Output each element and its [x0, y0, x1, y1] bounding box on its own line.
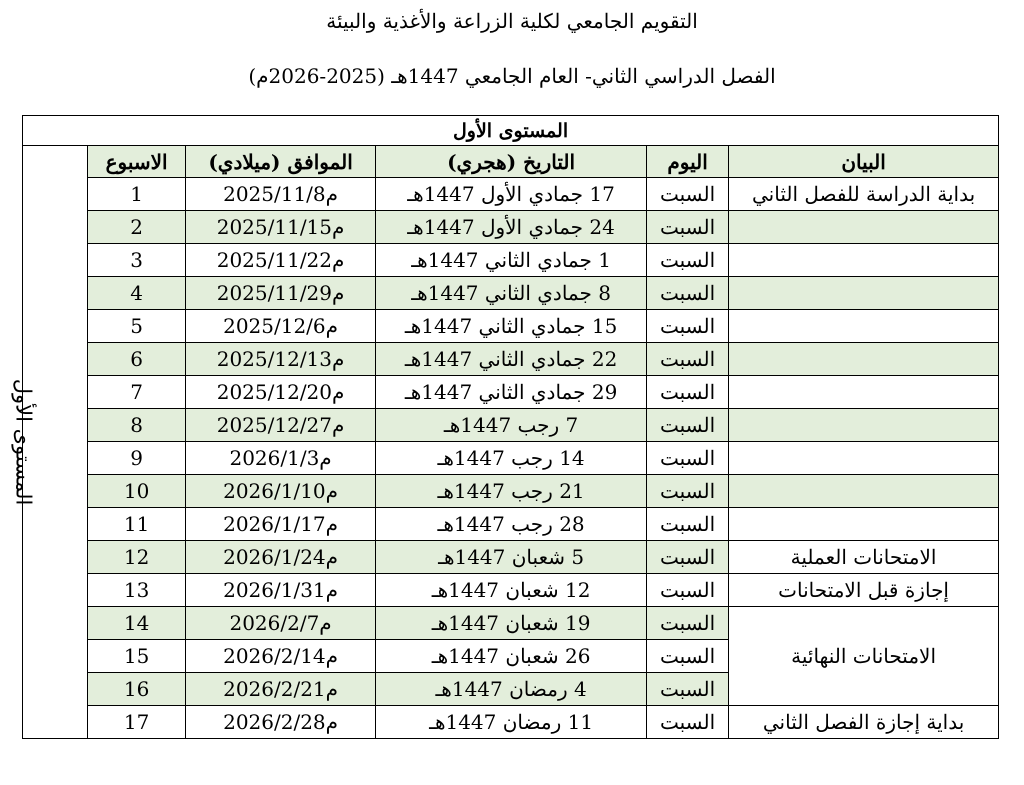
row-week-number: 7	[88, 376, 186, 409]
row-day: السبت	[647, 508, 729, 541]
column-header-row	[23, 146, 999, 178]
row-week-number: 16	[88, 673, 186, 706]
row-day: السبت	[647, 310, 729, 343]
table-row	[23, 574, 999, 607]
row-description: الامتحانات العملية	[729, 541, 999, 574]
row-description	[729, 442, 999, 475]
table-row	[23, 244, 999, 277]
row-hijri-date: 8 جمادي الثاني 1447هـ	[376, 277, 647, 310]
row-gregorian-date: 2026/1/31م	[186, 574, 376, 607]
row-hijri-date: 22 جمادي الثاني 1447هـ	[376, 343, 647, 376]
table-row	[23, 508, 999, 541]
column-header-gregorian: الموافق (ميلادي)	[186, 146, 376, 178]
table-row	[23, 706, 999, 739]
row-week-number: 2	[88, 211, 186, 244]
table-row	[23, 541, 999, 574]
table-row	[23, 310, 999, 343]
row-gregorian-date: 2025/11/29م	[186, 277, 376, 310]
row-description: بداية الدراسة للفصل الثاني	[729, 178, 999, 211]
row-week-number: 5	[88, 310, 186, 343]
table-row	[23, 178, 999, 211]
row-week-number: 13	[88, 574, 186, 607]
row-description: بداية إجازة الفصل الثاني	[729, 706, 999, 739]
row-hijri-date: 5 شعبان 1447هـ	[376, 541, 647, 574]
level-side-label-cell	[11, 146, 88, 739]
row-week-number: 12	[88, 541, 186, 574]
table-row	[23, 211, 999, 244]
row-gregorian-date: 2025/12/20م	[186, 376, 376, 409]
row-week-number: 4	[88, 277, 186, 310]
row-day: السبت	[647, 607, 729, 640]
row-gregorian-date: 2025/11/8م	[186, 178, 376, 211]
row-description	[729, 376, 999, 409]
row-day: السبت	[647, 541, 729, 574]
row-week-number: 10	[88, 475, 186, 508]
row-hijri-date: 24 جمادي الأول 1447هـ	[376, 211, 647, 244]
row-day: السبت	[647, 475, 729, 508]
row-hijri-date: 17 جمادي الأول 1447هـ	[376, 178, 647, 211]
row-hijri-date: 1 جمادي الثاني 1447هـ	[376, 244, 647, 277]
row-day: السبت	[647, 409, 729, 442]
row-day: السبت	[647, 376, 729, 409]
row-day: السبت	[647, 640, 729, 673]
row-gregorian-date: 2026/2/28م	[186, 706, 376, 739]
level-title-row	[23, 116, 999, 146]
table-row	[23, 277, 999, 310]
row-hijri-date: 12 شعبان 1447هـ	[376, 574, 647, 607]
row-description	[729, 310, 999, 343]
row-gregorian-date: 2026/2/14م	[186, 640, 376, 673]
row-week-number: 9	[88, 442, 186, 475]
row-gregorian-date: 2025/12/27م	[186, 409, 376, 442]
row-day: السبت	[647, 277, 729, 310]
row-hijri-date: 28 رجب 1447هـ	[376, 508, 647, 541]
row-description	[729, 475, 999, 508]
row-week-number: 11	[88, 508, 186, 541]
row-gregorian-date: 2025/11/15م	[186, 211, 376, 244]
row-description: إجازة قبل الامتحانات	[729, 574, 999, 607]
row-gregorian-date: 2026/1/3م	[186, 442, 376, 475]
table-row	[23, 607, 999, 640]
row-gregorian-date: 2026/1/10م	[186, 475, 376, 508]
row-day: السبت	[647, 706, 729, 739]
row-gregorian-date: 2025/12/6م	[186, 310, 376, 343]
row-hijri-date: 14 رجب 1447هـ	[376, 442, 647, 475]
row-description	[729, 409, 999, 442]
table-row	[23, 442, 999, 475]
row-day: السبت	[647, 343, 729, 376]
table-row	[23, 475, 999, 508]
row-description	[729, 508, 999, 541]
row-description: الامتحانات النهائية	[729, 607, 999, 706]
table-row	[23, 343, 999, 376]
column-header-hijri: التاريخ (هجري)	[376, 146, 647, 178]
column-header-day: اليوم	[647, 146, 729, 178]
row-week-number: 6	[88, 343, 186, 376]
row-week-number: 8	[88, 409, 186, 442]
row-day: السبت	[647, 178, 729, 211]
table-row	[23, 376, 999, 409]
row-day: السبت	[647, 574, 729, 607]
row-gregorian-date: 2026/2/7م	[186, 607, 376, 640]
column-header-description: البيان	[729, 146, 999, 178]
row-hijri-date: 19 شعبان 1447هـ	[376, 607, 647, 640]
row-day: السبت	[647, 442, 729, 475]
row-description	[729, 277, 999, 310]
table-row	[23, 409, 999, 442]
row-gregorian-date: 2026/2/21م	[186, 673, 376, 706]
row-hijri-date: 15 جمادي الثاني 1447هـ	[376, 310, 647, 343]
row-hijri-date: 21 رجب 1447هـ	[376, 475, 647, 508]
row-day: السبت	[647, 244, 729, 277]
column-header-week: الاسبوع	[88, 146, 186, 178]
row-gregorian-date: 2026/1/24م	[186, 541, 376, 574]
calendar-table	[11, 115, 999, 739]
row-gregorian-date: 2026/1/17م	[186, 508, 376, 541]
row-description	[729, 244, 999, 277]
row-day: السبت	[647, 211, 729, 244]
row-hijri-date: 7 رجب 1447هـ	[376, 409, 647, 442]
row-hijri-date: 11 رمضان 1447هـ	[376, 706, 647, 739]
level-side-label: المستوى الأول	[11, 378, 36, 506]
row-week-number: 17	[88, 706, 186, 739]
document-title: التقويم الجامعي لكلية الزراعة والأغذية والبيئة	[326, 9, 698, 33]
row-hijri-date: 4 رمضان 1447هـ	[376, 673, 647, 706]
row-week-number: 15	[88, 640, 186, 673]
row-hijri-date: 29 جمادي الثاني 1447هـ	[376, 376, 647, 409]
document-subtitle: الفصل الدراسي الثاني- العام الجامعي 1447هـ (2025-2026م)	[248, 64, 776, 88]
row-week-number: 14	[88, 607, 186, 640]
row-week-number: 1	[88, 178, 186, 211]
level-title: المستوى الأول	[23, 116, 999, 146]
row-gregorian-date: 2025/11/22م	[186, 244, 376, 277]
row-gregorian-date: 2025/12/13م	[186, 343, 376, 376]
row-week-number: 3	[88, 244, 186, 277]
row-description	[729, 211, 999, 244]
row-hijri-date: 26 شعبان 1447هـ	[376, 640, 647, 673]
row-description	[729, 343, 999, 376]
row-day: السبت	[647, 673, 729, 706]
